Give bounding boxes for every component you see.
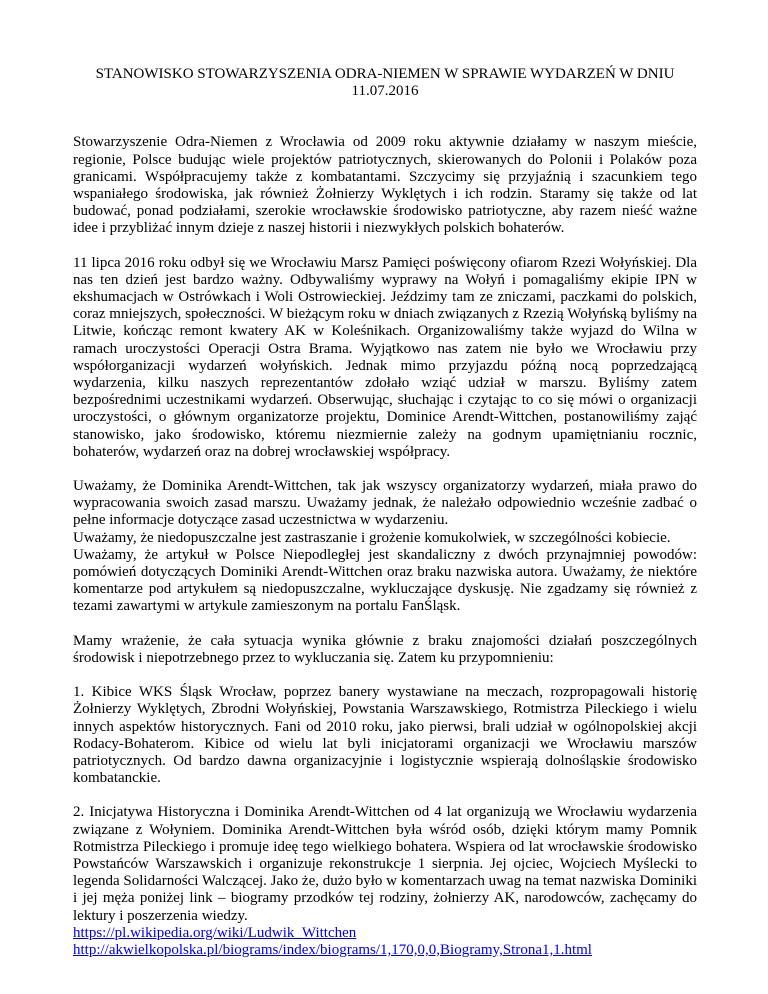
link-akwielkopolska[interactable]: http://akwielkopolska.pl/biograms/index/biograms/1,170,0,0,Biogramy,Strona1,1.html [73, 941, 592, 958]
document-page [73, 66, 697, 959]
statement-article: Uważamy, że artykuł w Polsce Niepodległej jest skandaliczny z dwóch przynajmniej powodów: pomówień dotyczących Dominiki Arendt-Wittchen oraz braku nazwiska autora. Uważamy, że niektóre komentarze pod artykułem są niedopuszczalne, wykluczające dyskusję. Nie zgadzamy się również z tezami zawartymi w artykule zamieszonym na portalu FanŚląsk. [73, 546, 697, 615]
title-line-1: STANOWISKO STOWARZYSZENIA ODRA-NIEMEN W SPRAWIE WYDARZEŃ W DNIU [95, 66, 675, 82]
document-title [73, 66, 697, 100]
position-statements [73, 478, 697, 616]
title-line-2: 11.07.2016 [351, 83, 419, 100]
paragraph-march: 11 lipca 2016 roku odbył się we Wrocławiu Marsz Pamięci poświęcony ofiarom Rzezi Wołyńskiej. Dla nas ten dzień jest bardzo ważny. Odbywaliśmy wyprawy na Wołyń i pomagaliśmy ekipie IPN w ekshumacjach w Ostrówkach i Woli Ostrowieckiej. Jeździmy tam ze zniczami, paczkami do polskich, coraz mniejszych, społeczności. W bieżącym roku w dniach związanych z Rzezią Wołyńską byliśmy na Litwie, kończąc remont kwatery AK w Koleśnikach. Organizowaliśmy także wyjazd do Wilna w ramach uroczystości Operacji Ostra Brama. Wyjątkowo nas zatem nie było we Wrocławiu przy współorganizacji wydarzeń wołyńskich. Jednak mimo przyjazdu późną nocą poprzedzającą wydarzenia, kilku naszych reprezentantów zdołało wziąć udział w marszu. Byliśmy zatem bezpośrednimi uczestnikami wydarzeń. Obserwując, słuchając i czytając to co się mówi o organizacji uroczystości, o głównym organizatorze projektu, Dominice Arendt-Wittchen, postanowiliśmy zająć stanowisko, jako środowisko, któremu niezmiernie zależy na godnym upamiętnianiu rocznic, bohaterów, wydarzeń oraz na dobrej wrocławskiej współpracy. [73, 254, 697, 460]
paragraph-point-2: 2. Inicjatywa Historyczna i Dominika Arendt-Wittchen od 4 lat organizują we Wrocławiu wydarzenia związane z Wołyniem. Dominika Arendt-Wittchen była wśród osób, dzięki którym mamy Pomnik Rotmistrza Pileckiego i promuje ideę tego wielkiego bohatera. Wspiera od lat wrocławskie środowisko Powstańców Warszawskich i organizuje rekonstrukcje 1 sierpnia. Jej ojciec, Wojciech Myślecki to legenda Solidarności Walczącej. Jako że, dużo było w komentarzach uwag na temat nazwiska Dominiki i jej męża poniżej link – biogramy przodków tej rodziny, żołnierzy AK, narodowców, zachęcamy do lektury i poszerzenia wiedzy. [73, 804, 697, 924]
link-wikipedia[interactable]: https://pl.wikipedia.org/wiki/Ludwik_Wittchen [73, 924, 357, 941]
statement-threats: Uważamy, że niedopuszczalne jest zastraszanie i grożenie komukolwiek, w szczególności kobiecie. [73, 529, 671, 546]
statement-rules: Uważamy, że Dominika Arendt-Wittchen, tak jak wszyscy organizatorzy wydarzeń, miała prawo do wypracowania swoich zasad marszu. Uważamy jednak, że należało odpowiednio wcześnie zadbać o pełne informacje dotyczące zasad uczestnictwa w wydarzeniu. [73, 478, 697, 529]
paragraph-point-2-group [73, 804, 697, 959]
paragraph-point-1: 1. Kibice WKS Śląsk Wrocław, poprzez banery wystawiane na meczach, rozpropagowali historię Żołnierzy Wyklętych, Zbrodni Wołyńskiej, Powstania Warszawskiego, Rotmistrza Pileckiego i wielu innych aspektów historycznych. Fani od 2010 roku, jako pierwsi, brali udział w ogólnopolskiej akcji Rodacy-Bohaterom. Kibice od wielu lat byli inicjatorami organizacji we Wrocławiu marszów patriotycznych. Od bardzo dawna organizacyjnie i logistycznie wspierają dolnośląskie środowisko kombatanckie. [73, 684, 697, 787]
paragraph-reminder: Mamy wrażenie, że cała sytuacja wynika głównie z braku znajomości działań poszczególnych środowisk i niepotrzebnego przez to wykluczania się. Zatem ku przypomnieniu: [73, 632, 697, 666]
paragraph-intro: Stowarzyszenie Odra-Niemen z Wrocławia od 2009 roku aktywnie działamy w naszym mieście, regionie, Polsce budując wiele projektów patriotycznych, skierowanych do Polonii i Polaków poza granicami. Współpracujemy także z kombatantami. Szczycimy się przyjaźnią i szacunkiem tego wspaniałego środowiska, jak również Żołnierzy Wyklętych i ich rodzin. Staramy się także od lat budować, ponad podziałami, szerokie wrocławskie środowisko patriotyczne, aby razem nieść ważne idee i przybliżać innym dzieje z naszej historii i niezwykłych polskich bohaterów. [73, 134, 697, 237]
